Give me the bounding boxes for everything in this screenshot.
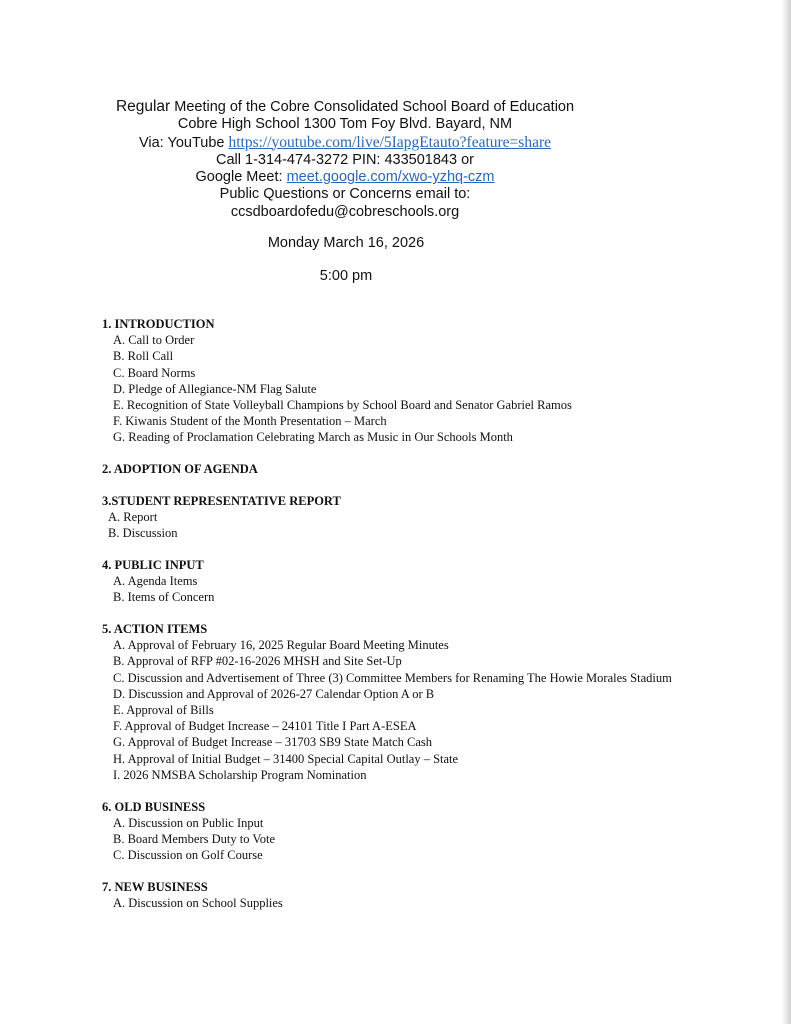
section-number: 4. [102,557,115,572]
agenda-section-introduction [102,316,762,446]
agenda-section-new-business [102,879,762,911]
public-questions-line: Public Questions or Concerns email to: [219,186,471,203]
section-title: ACTION ITEMS [113,622,208,637]
agenda-section-old-business [102,799,762,864]
agenda-item: E. Approval of Bills [113,703,214,718]
phone-line: Call 1-314-474-3272 PIN: 433501843 or [216,151,474,168]
section-heading [102,621,762,637]
meeting-type: Regular [115,98,171,115]
meeting-time: 5:00 pm [319,268,373,284]
google-meet-link[interactable]: meet.google.com/xwo-yzhq-czm [286,169,495,186]
agenda-item: B. Items of Concern [113,590,215,605]
agenda-section-public-input [102,557,762,606]
section-title: INTRODUCTION [114,317,215,331]
section-title: STUDENT REPRESENTATIVE REPORT [111,493,341,508]
meeting-title-text: Meeting of the Cobre Consolidated School Board of Education [170,99,575,115]
section-number: 5. [102,622,114,637]
youtube-prefix: Via: YouTube [138,134,229,151]
agenda-item: E. Recognition of State Volleyball Champions by School Board and Senator Gabriel Ramos [113,398,572,413]
agenda [102,316,762,927]
agenda-item: C. Board Norms [113,365,196,380]
agenda-item: F. Approval of Budget Increase – 24101 Title I Part A-ESEA [113,719,417,734]
section-title: ADOPTION OF AGENDA [113,462,258,477]
section-number: 2. [102,462,114,477]
agenda-item: D. Pledge of Allegiance-NM Flag Salute [113,381,317,396]
agenda-item: A. Report [108,510,158,525]
meeting-title [0,98,690,116]
agenda-section-action-items [102,621,762,783]
agenda-item: G. Reading of Proclamation Celebrating March as Music in Our Schools Month [113,430,513,445]
section-heading [102,493,762,509]
section-heading [102,799,762,815]
agenda-item: I. 2026 NMSBA Scholarship Program Nomination [113,767,367,782]
section-number: 1. [102,317,115,331]
section-heading [102,461,762,477]
agenda-item: A. Approval of February 16, 2025 Regular Board Meeting Minutes [113,638,449,653]
section-number: 7. [102,879,115,894]
google-meet-line [0,169,690,186]
section-number: 3. [102,493,112,508]
agenda-item: D. Discussion and Approval of 2026-27 Calendar Option A or B [113,686,435,701]
agenda-item: B. Approval of RFP #02-16-2026 MHSH and Site Set-Up [113,654,402,669]
meeting-location: Cobre High School 1300 Tom Foy Blvd. Bayard, NM [177,116,513,133]
agenda-item: H. Approval of Initial Budget – 31400 Special Capital Outlay – State [113,751,459,766]
agenda-item: A. Discussion on Public Input [113,815,264,830]
agenda-item: G. Approval of Budget Increase – 31703 SB9 State Match Cash [113,735,433,750]
section-number: 6. [102,799,115,814]
page-edge-shadow [781,0,791,1024]
section-title: PUBLIC INPUT [114,557,204,572]
contact-email: ccsdboardofedu@cobreschools.org [230,203,460,220]
section-title: OLD BUSINESS [114,799,206,814]
section-heading [102,557,762,573]
agenda-section-adoption-of-agenda [102,461,762,477]
agenda-item: F. Kiwanis Student of the Month Presentation – March [113,414,387,429]
agenda-item: A. Call to Order [113,333,195,348]
youtube-link[interactable]: https://youtube.com/live/5IapgEtauto?feature=share [228,133,551,151]
section-heading [102,879,762,895]
section-title: NEW BUSINESS [114,879,208,894]
agenda-item: B. Discussion [108,526,178,541]
agenda-section-student-representative-report [102,493,762,542]
agenda-item: A. Agenda Items [113,574,198,589]
youtube-line [0,134,690,152]
agenda-item: B. Roll Call [113,349,174,364]
agenda-item: C. Discussion on Golf Course [113,848,263,863]
meeting-header [0,98,690,221]
agenda-item: C. Discussion and Advertisement of Three (3) Committee Members for Renaming The Howie Morales Stadium [113,670,672,685]
agenda-item: B. Board Members Duty to Vote [113,831,276,846]
meeting-date: Monday March 16, 2026 [267,235,425,251]
section-heading [102,316,762,332]
agenda-item: A. Discussion on School Supplies [113,896,283,911]
google-meet-prefix: Google Meet: [195,169,287,186]
